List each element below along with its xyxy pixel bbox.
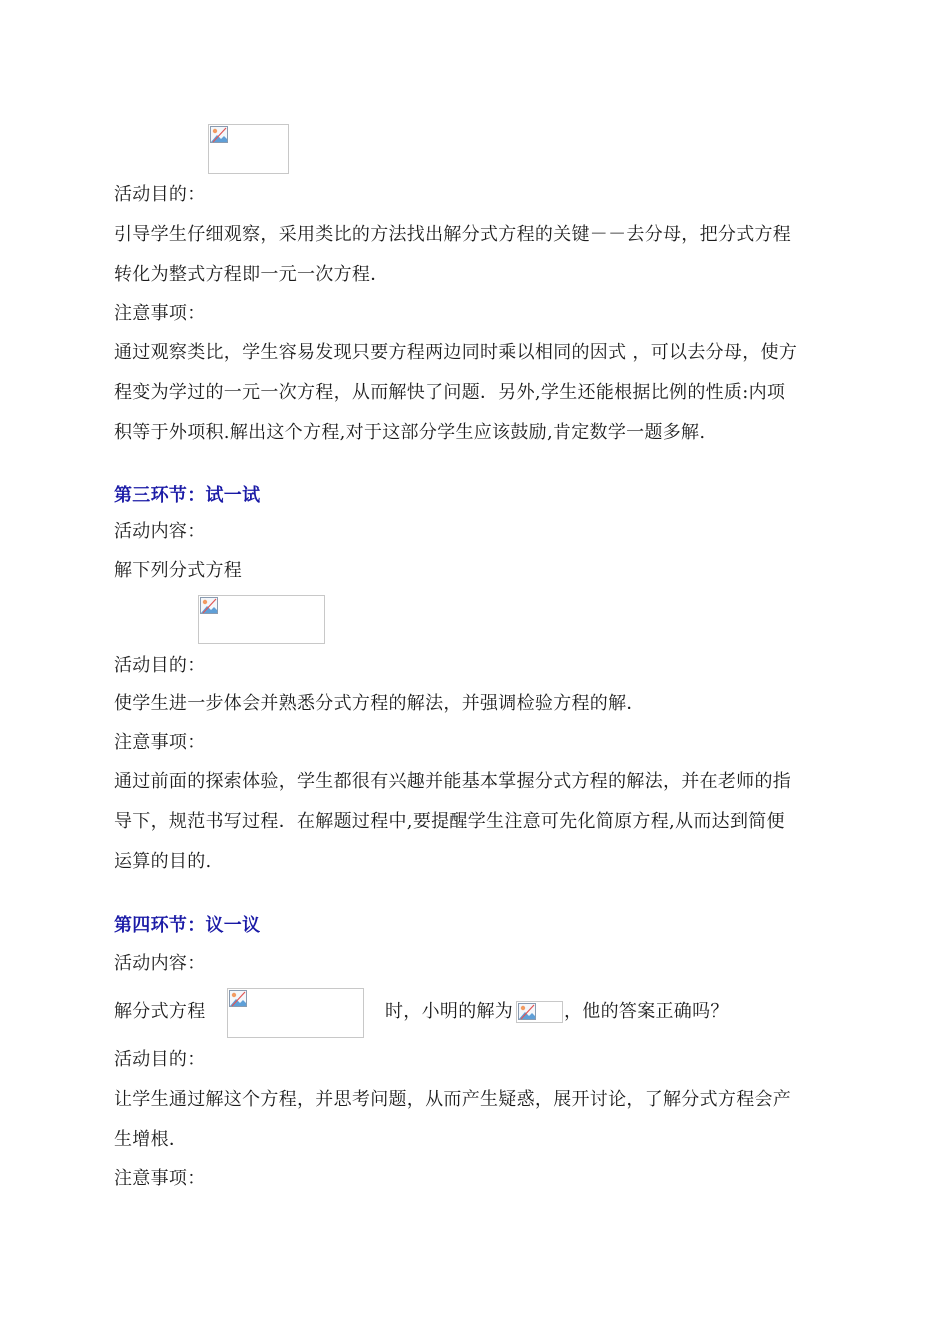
- paragraph-line: 解下列分式方程: [114, 560, 243, 581]
- question-middle: 时，小明的解为: [385, 1001, 514, 1022]
- notes-label: 注意事项：: [114, 732, 206, 753]
- notes-label: 注意事项：: [114, 1168, 206, 1189]
- equation-image-placeholder: [227, 988, 364, 1038]
- paragraph-line: 让学生通过解这个方程，并思考问题，从而产生疑惑，展开讨论，了解分式方程会产: [114, 1089, 792, 1110]
- paragraph-line: 通过观察类比，学生容易发现只要方程两边同时乘以相同的因式 ，可以去分母，使方: [114, 342, 798, 363]
- paragraph-line: 引导学生仔细观察，采用类比的方法找出解分式方程的关键－－去分母，把分式方程: [114, 224, 792, 245]
- answer-image-placeholder: [516, 1001, 563, 1023]
- paragraph-line: 积等于外项积.解出这个方程,对于这部分学生应该鼓励,肯定数学一题多解.: [114, 422, 706, 443]
- purpose-label: 活动目的：: [114, 184, 206, 205]
- paragraph-line: 运算的目的.: [114, 851, 212, 872]
- paragraph-line: 程变为学过的一元一次方程，从而解快了问题．另外,学生还能根据比例的性质:内项: [114, 382, 786, 403]
- equation-image-placeholder: [198, 595, 325, 644]
- notes-label: 注意事项：: [114, 303, 206, 324]
- broken-image-icon: [518, 1003, 536, 1020]
- broken-image-icon: [210, 126, 228, 143]
- content-label: 活动内容：: [114, 521, 206, 542]
- section-heading: 第三环节：试一试: [114, 485, 261, 506]
- paragraph-line: 导下，规范书写过程．在解题过程中,要提醒学生注意可先化简原方程,从而达到简便: [114, 811, 785, 832]
- content-label: 活动内容：: [114, 953, 206, 974]
- question-suffix: ，他的答案正确吗？: [564, 1001, 729, 1022]
- paragraph-line: 通过前面的探索体验，学生都很有兴趣并能基本掌握分式方程的解法，并在老师的指: [114, 771, 792, 792]
- paragraph-line: 使学生进一步体会并熟悉分式方程的解法，并强调检验方程的解．: [114, 693, 645, 714]
- purpose-label: 活动目的：: [114, 655, 206, 676]
- equation-image-placeholder: [208, 124, 289, 174]
- section-heading: 第四环节：议一议: [114, 915, 261, 936]
- paragraph-line: 转化为整式方程即一元一次方程．: [114, 264, 389, 285]
- paragraph-line: 生增根．: [114, 1129, 188, 1150]
- broken-image-icon: [200, 597, 218, 614]
- purpose-label: 活动目的：: [114, 1049, 206, 1070]
- broken-image-icon: [229, 990, 247, 1007]
- question-prefix: 解分式方程: [114, 1001, 206, 1022]
